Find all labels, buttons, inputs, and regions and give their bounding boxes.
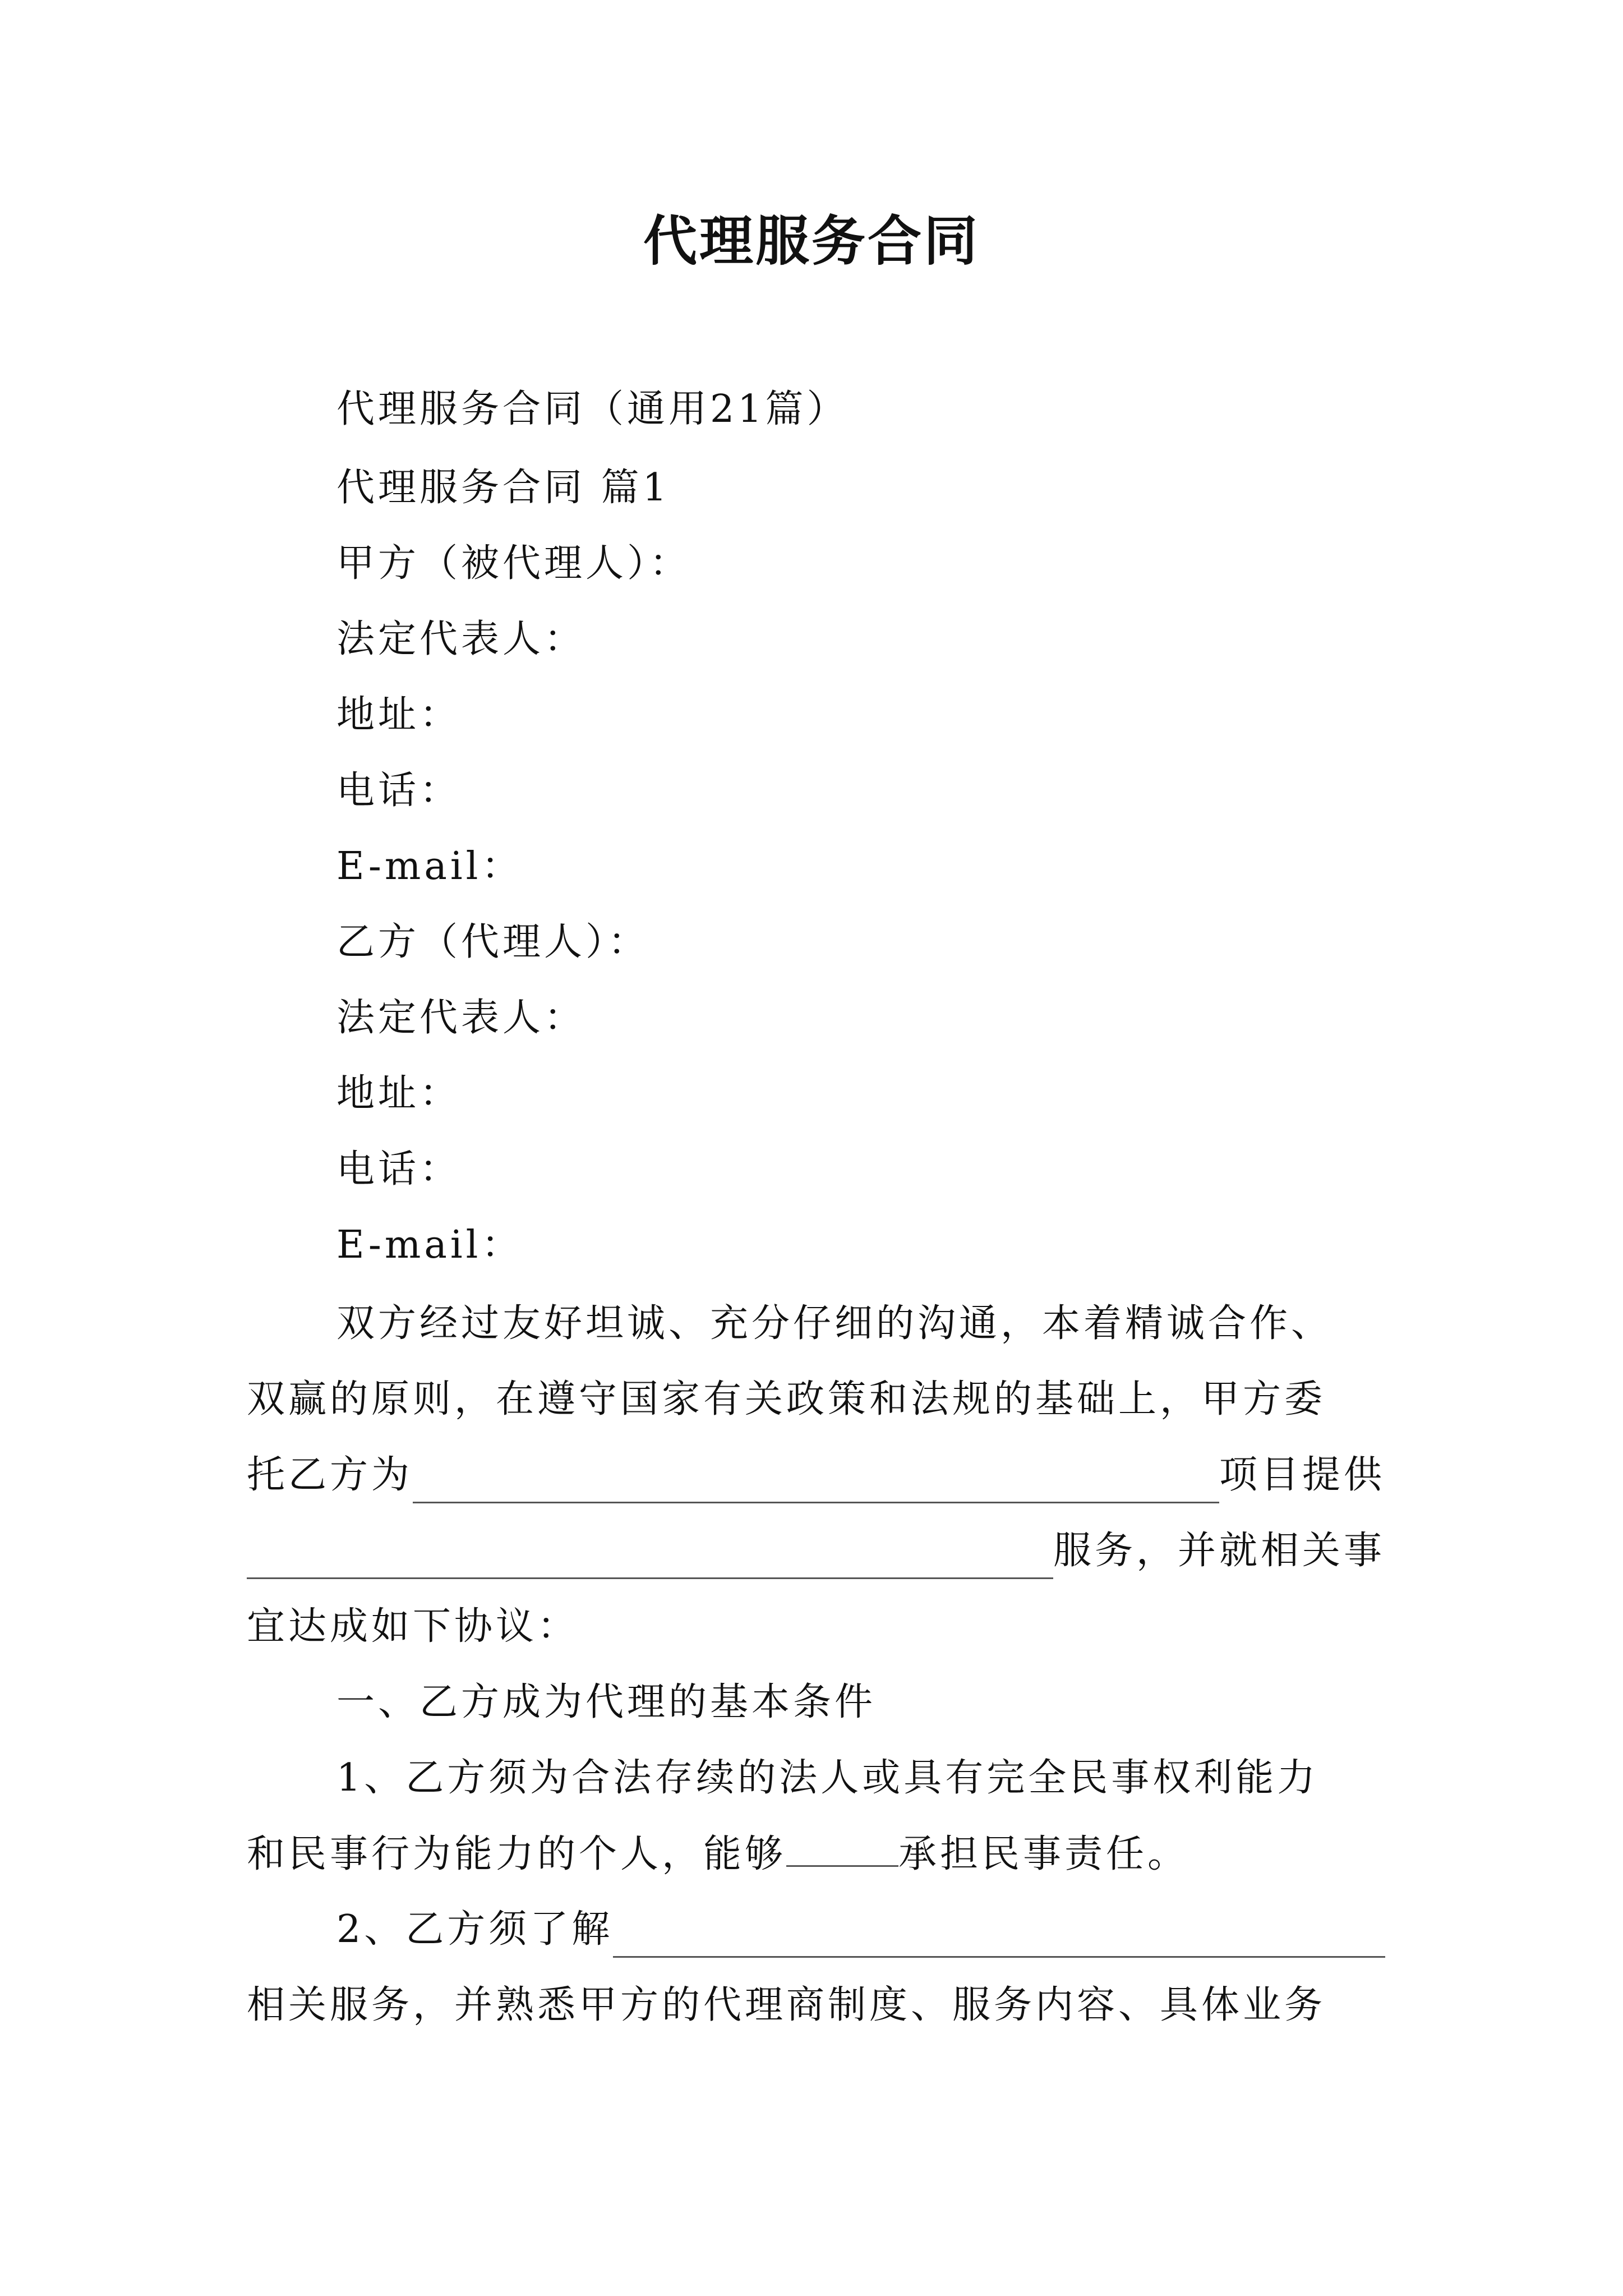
document-title: 代理服务合同 bbox=[643, 209, 980, 273]
party-b-email: E-mail： bbox=[336, 1223, 523, 1267]
item-2-line-1-start: 2、乙方须了解 bbox=[336, 1907, 614, 1952]
service-blank bbox=[247, 1538, 1053, 1579]
intro-line-3-end: 项目提供 bbox=[1219, 1453, 1385, 1497]
party-b-phone: 电话： bbox=[336, 1147, 462, 1191]
party-a-address: 地址： bbox=[336, 693, 462, 737]
intro-line-4 bbox=[247, 1523, 1385, 1579]
party-a-label: 甲方（被代理人）： bbox=[336, 541, 691, 586]
party-a-representative: 法定代表人： bbox=[336, 617, 586, 661]
intro-line-3 bbox=[247, 1447, 1385, 1503]
item-1-line-2 bbox=[247, 1826, 1189, 1883]
intro-line-3-start: 托乙方为 bbox=[247, 1453, 413, 1497]
party-a-email: E-mail： bbox=[336, 844, 523, 889]
intro-line-1: 双方经过友好坦诚、充分仔细的沟通，本着精诚合作、 bbox=[336, 1301, 1333, 1346]
party-b-representative: 法定代表人： bbox=[336, 996, 586, 1040]
clause-1-heading: 一、乙方成为代理的基本条件 bbox=[336, 1680, 877, 1724]
item-1-line-1: 1、乙方须为合法存续的法人或具有完全民事权利能力 bbox=[336, 1756, 1319, 1800]
project-blank bbox=[413, 1462, 1219, 1503]
item-1-line-2-end: 承担民事责任。 bbox=[898, 1832, 1189, 1876]
item-2-line-1 bbox=[336, 1902, 1385, 1958]
party-a-phone: 电话： bbox=[336, 769, 462, 813]
item-1-line-2-start: 和民事行为能力的个人，能够 bbox=[247, 1832, 787, 1876]
section-heading: 代理服务合同 篇1 bbox=[336, 466, 670, 510]
document-subtitle: 代理服务合同（通用21篇） bbox=[336, 387, 849, 431]
intro-line-5: 宜达成如下协议： bbox=[247, 1604, 579, 1649]
party-b-label: 乙方（代理人）： bbox=[336, 920, 650, 964]
responsibility-blank bbox=[786, 1826, 898, 1867]
item-2-line-2: 相关服务，并熟悉甲方的代理商制度、服务内容、具体业务 bbox=[247, 1983, 1326, 2027]
understand-blank bbox=[613, 1917, 1385, 1958]
intro-line-4-end: 服务，并就相关事 bbox=[1053, 1529, 1385, 1573]
party-b-address: 地址： bbox=[336, 1071, 462, 1116]
intro-line-2: 双赢的原则，在遵守国家有关政策和法规的基础上，甲方委 bbox=[247, 1377, 1326, 1421]
